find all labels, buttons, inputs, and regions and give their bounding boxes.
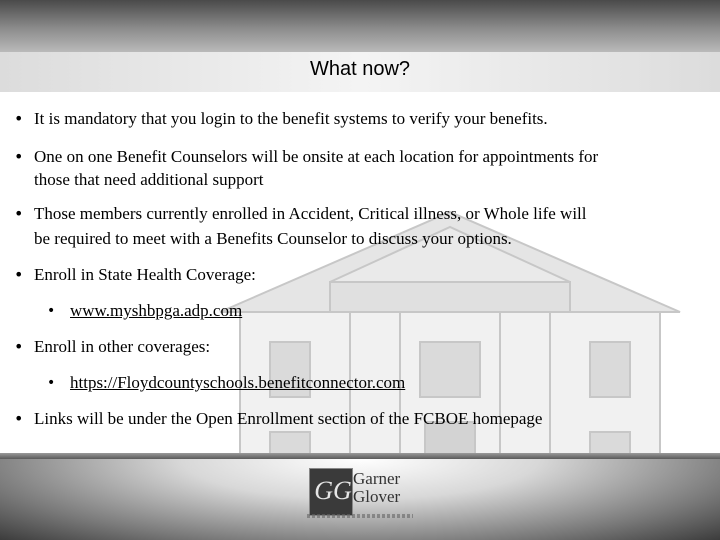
bullet-dot: • bbox=[14, 147, 24, 166]
bullet-5: Enroll in other coverages: bbox=[34, 337, 211, 356]
sub-bullet-dot: • bbox=[47, 375, 56, 391]
link-state-health[interactable]: www.myshbpga.adp.com bbox=[70, 301, 243, 320]
bullet-dot: • bbox=[14, 409, 24, 428]
bullet-dot: • bbox=[14, 204, 24, 223]
company-logo bbox=[307, 468, 413, 520]
logo-monogram-box bbox=[309, 468, 353, 516]
bullet-3-cont: be required to meet with a Benefits Counselor to discuss your options. bbox=[34, 229, 512, 248]
bullet-dot: • bbox=[14, 265, 24, 284]
logo-name-line2: Glover bbox=[353, 487, 401, 506]
sub-bullet-dot: • bbox=[47, 303, 56, 319]
bullet-2: One on one Benefit Counselors will be onsite at each location for appointments for bbox=[34, 147, 599, 166]
bullet-2-cont: those that need additional support bbox=[34, 170, 264, 189]
bullet-3: Those members currently enrolled in Accident, Critical illness, or Whole life will bbox=[34, 204, 587, 223]
bullet-dot: • bbox=[14, 109, 24, 128]
logo-name-line1: Garner bbox=[353, 469, 401, 488]
logo-monogram: GG bbox=[314, 476, 352, 505]
slide-title: What now? bbox=[309, 58, 411, 80]
slide-content bbox=[0, 92, 720, 456]
bullet-dot: • bbox=[14, 337, 24, 356]
bullet-6: Links will be under the Open Enrollment section of the FCBOE homepage bbox=[34, 409, 543, 428]
logo-tagline-strip bbox=[307, 514, 413, 518]
bullet-4: Enroll in State Health Coverage: bbox=[34, 265, 256, 284]
link-benefitconnector[interactable]: https://Floydcountyschools.benefitconnector.com bbox=[70, 373, 406, 392]
bullet-1: It is mandatory that you login to the benefit systems to verify your benefits. bbox=[34, 109, 548, 128]
